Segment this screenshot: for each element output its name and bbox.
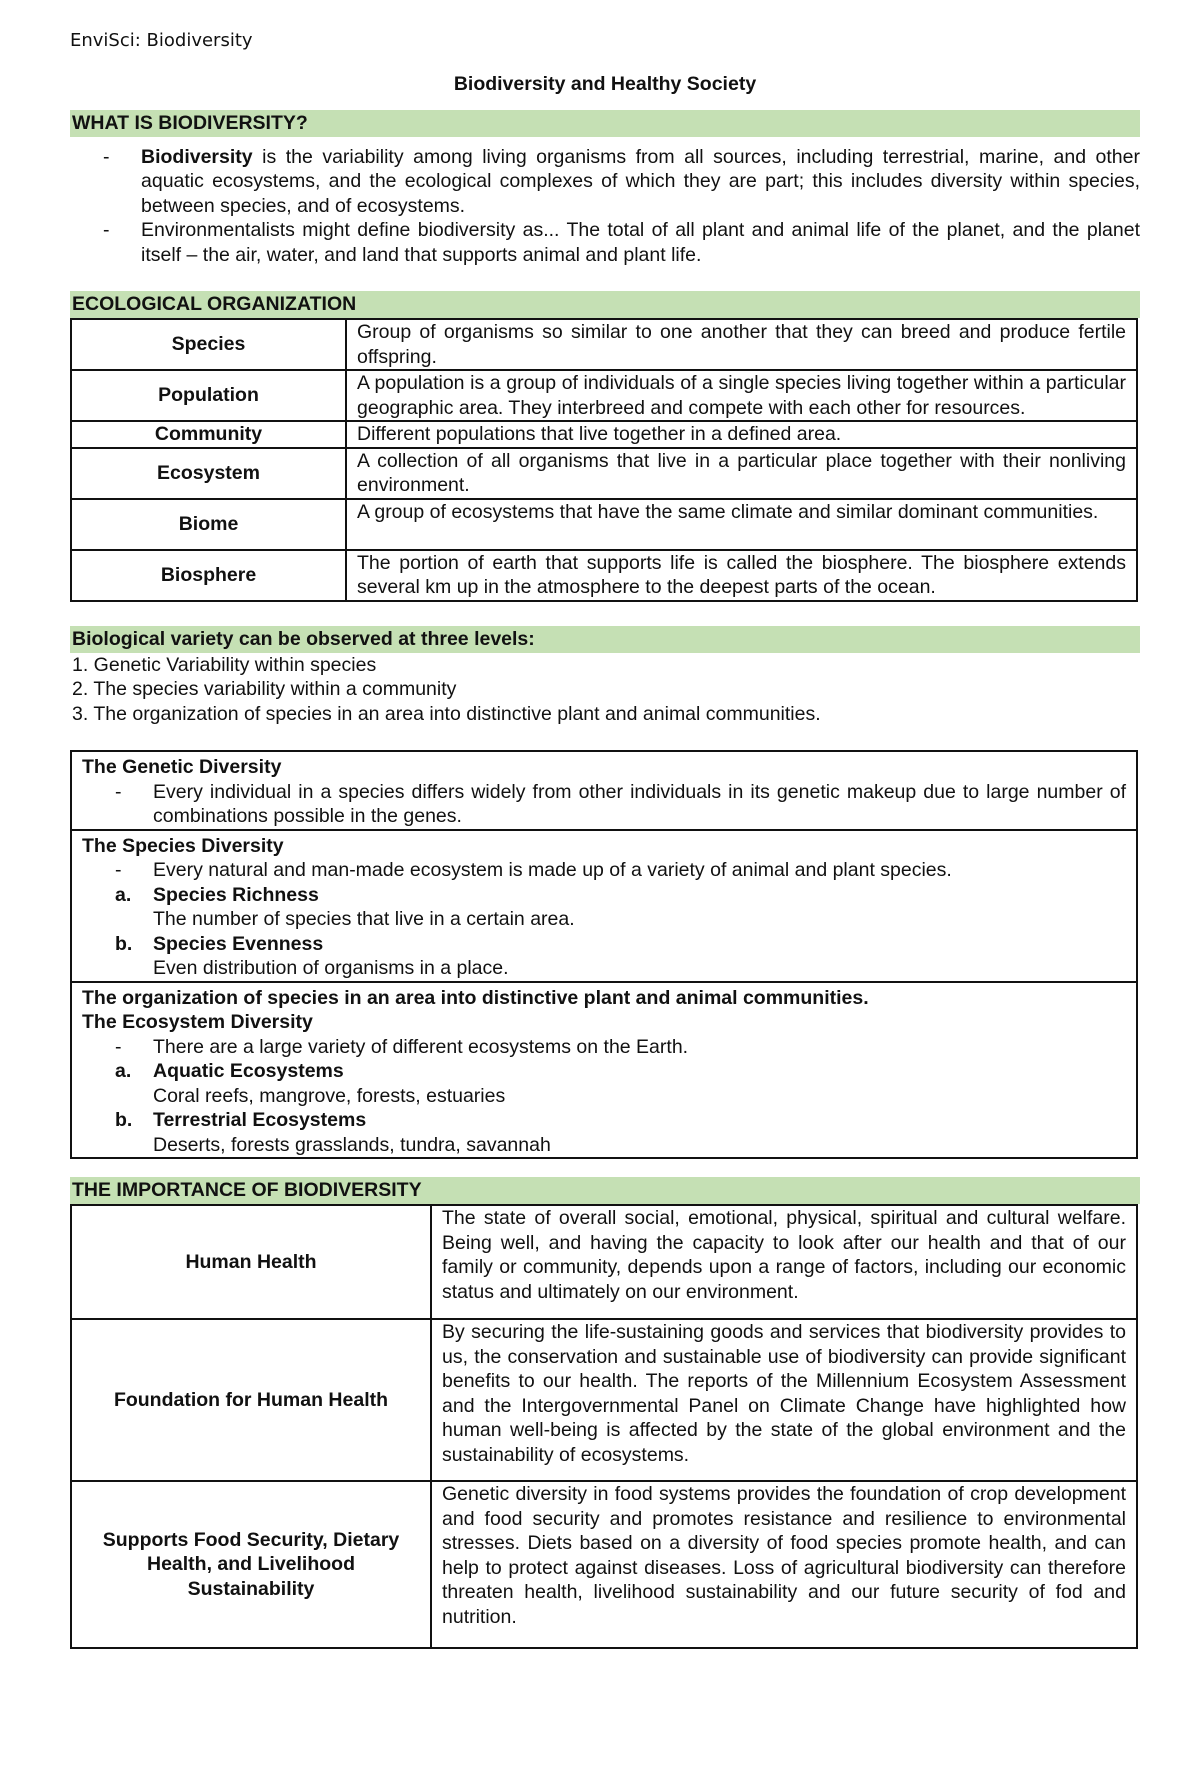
term-cell: Biome bbox=[71, 499, 346, 550]
terrestrial-ecosystems-desc: Deserts, forests grasslands, tundra, savannah bbox=[153, 1133, 551, 1156]
table-row bbox=[71, 1205, 1137, 1319]
description-cell: A group of ecosystems that have the same climate and similar dominant communities. bbox=[346, 499, 1137, 550]
species-richness-desc: The number of species that live in a certain area. bbox=[153, 908, 575, 930]
description-cell: Group of organisms so similar to one another that they can breed and produce fertile offspring. bbox=[346, 319, 1137, 370]
table-row bbox=[71, 370, 1137, 421]
ecosystem-diversity-bullet: - There are a large variety of different ecosystems on the Earth. bbox=[82, 1035, 1126, 1060]
levels-list bbox=[70, 653, 1140, 727]
diversity-types-table bbox=[70, 750, 1138, 1159]
ecological-organization-table bbox=[70, 318, 1138, 602]
term-cell: Human Health bbox=[71, 1205, 431, 1319]
term-cell: Biosphere bbox=[71, 550, 346, 601]
section-heading-levels: Biological variety can be observed at three levels: bbox=[70, 626, 1140, 653]
table-row bbox=[71, 550, 1137, 601]
definition-list bbox=[70, 145, 1140, 268]
description-cell: A population is a group of individuals of a single species living together within a particular geographic area. They interbreed and compete with each other for resources. bbox=[346, 370, 1137, 421]
term-cell: Species bbox=[71, 319, 346, 370]
aquatic-ecosystems-title: a. Aquatic Ecosystems bbox=[115, 1060, 344, 1082]
ecosystem-diversity-heading: The Ecosystem Diversity bbox=[82, 1011, 313, 1033]
species-diversity-bullet: - Every natural and man-made ecosystem is made up of a variety of animal and plant species. bbox=[82, 858, 1126, 883]
description-cell: A collection of all organisms that live in a particular place together with their nonliving environment. bbox=[346, 448, 1137, 499]
description-cell: By securing the life-sustaining goods and services that biodiversity provides to us, the conservation and sustainable use of biodiversity can provide significant benefits to our health. The reports of the Millennium Ecosystem Assessment and the Intergovernmental Panel on Climate Change have highlighted how human well-being is affected by the state of the global environment and the sustainability of ecosystems. bbox=[431, 1319, 1137, 1481]
description-cell: Different populations that live together in a defined area. bbox=[346, 421, 1137, 448]
page-title: Biodiversity and Healthy Society bbox=[453, 73, 757, 95]
term-cell: Foundation for Human Health bbox=[71, 1319, 431, 1481]
term-cell: Community bbox=[71, 421, 346, 448]
species-richness-title: a. Species Richness bbox=[115, 883, 319, 906]
species-evenness-title: b. Species Evenness bbox=[115, 932, 324, 955]
table-row bbox=[71, 499, 1137, 550]
term-cell: Population bbox=[71, 370, 346, 421]
term-cell: Supports Food Security, Dietary Health, and Livelihood Sustainability bbox=[71, 1481, 431, 1648]
ecosystem-diversity-cell bbox=[71, 982, 1137, 1159]
description-cell: The portion of earth that supports life is called the biosphere. The biosphere extends several km up in the atmosphere to the deepest parts of the ocean. bbox=[346, 550, 1137, 601]
ecosystem-intro: The organization of species in an area into distinctive plant and animal communities. bbox=[82, 986, 869, 1009]
species-diversity-heading: The Species Diversity bbox=[82, 834, 284, 857]
list-item: 1. Genetic Variability within species bbox=[72, 653, 377, 676]
term-cell: Ecosystem bbox=[71, 448, 346, 499]
table-row bbox=[71, 448, 1137, 499]
document-body bbox=[70, 70, 1140, 1649]
definition-item: - Biodiversity is the variability among living organisms from all sources, including terrestrial, marine, and other aquatic ecosystems, and the ecological complexes of which they are part; this includes diversity within species, between species, and of ecosystems. bbox=[70, 145, 1140, 219]
definition-item: - Environmentalists might define biodiversity as... The total of all plant and animal life of the planet, and the planet itself – the air, water, and land that supports animal and plant life. bbox=[70, 218, 1140, 267]
description-cell: The state of overall social, emotional, physical, spiritual and cultural welfare. Being well, and having the capacity to look after our health and that of our family or community, depends upon a range of factors, including our economic status and ultimately on our environment. bbox=[431, 1205, 1137, 1319]
genetic-diversity-bullet: - Every individual in a species differs widely from other individuals in its genetic makeup due to large number of combinations possible in the genes. bbox=[82, 780, 1126, 829]
table-row bbox=[71, 1481, 1137, 1648]
section-heading-ecological-organization: ECOLOGICAL ORGANIZATION bbox=[70, 291, 1140, 318]
table-row bbox=[71, 1319, 1137, 1481]
table-row bbox=[71, 830, 1137, 982]
genetic-diversity-cell bbox=[71, 751, 1137, 830]
list-item: 2. The species variability within a community bbox=[72, 678, 457, 700]
table-row bbox=[71, 751, 1137, 830]
table-row bbox=[71, 982, 1137, 1159]
genetic-diversity-heading: The Genetic Diversity bbox=[82, 756, 282, 778]
list-item: 3. The organization of species in an area into distinctive plant and animal communities. bbox=[72, 702, 821, 725]
page-header: EnviSci: Biodiversity bbox=[70, 30, 253, 51]
species-diversity-cell bbox=[71, 830, 1137, 982]
terrestrial-ecosystems-title: b. Terrestrial Ecosystems bbox=[115, 1109, 367, 1131]
importance-table bbox=[70, 1204, 1138, 1649]
section-heading-what-is: WHAT IS BIODIVERSITY? bbox=[70, 110, 1140, 137]
species-evenness-desc: Even distribution of organisms in a place. bbox=[153, 957, 509, 979]
table-row bbox=[71, 421, 1137, 448]
aquatic-ecosystems-desc: Coral reefs, mangrove, forests, estuaries bbox=[153, 1084, 506, 1107]
table-row bbox=[71, 319, 1137, 370]
description-cell: Genetic diversity in food systems provides the foundation of crop development and food security and promotes resistance and resilience to environmental stresses. Diets based on a diversity of food species promote health, and can help to protect against diseases. Loss of agricultural biodiversity can therefore threaten health, livelihood sustainability and our future security of fod and nutrition. bbox=[431, 1481, 1137, 1648]
section-heading-importance: THE IMPORTANCE OF BIODIVERSITY bbox=[70, 1177, 1140, 1204]
